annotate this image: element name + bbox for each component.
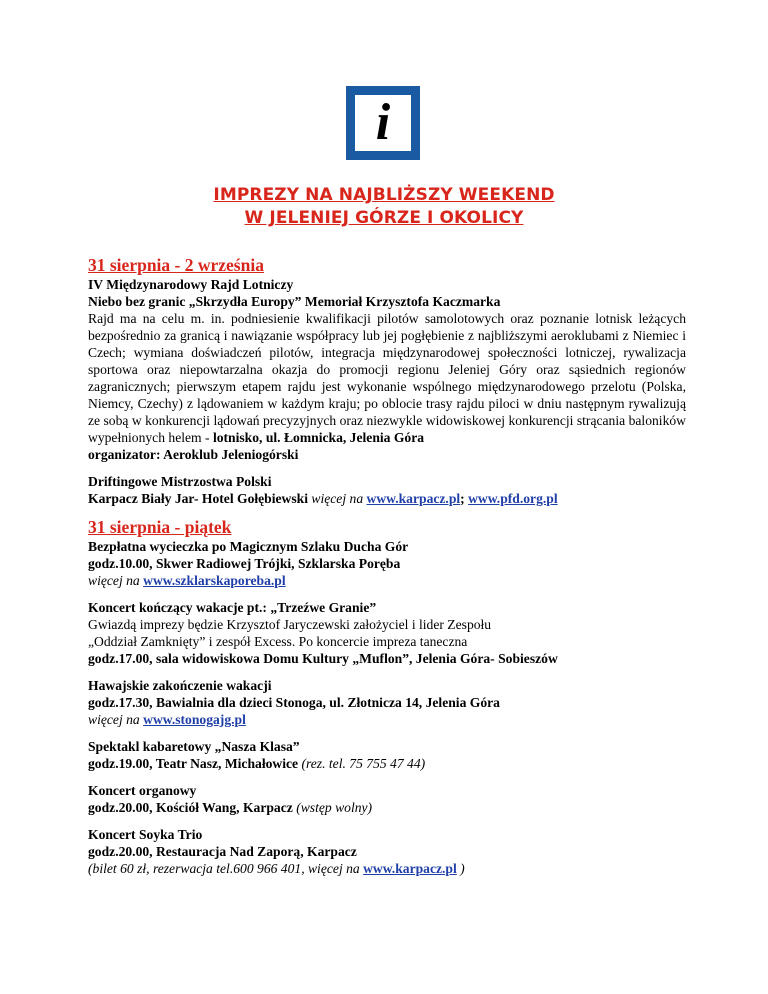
more-info-text: więcej na [88,712,144,727]
info-sign-inner [355,95,411,151]
event-subtitle: Niebo bez granic „Skrzydła Europy” Memoriał Krzysztofa Kaczmarka [88,294,501,309]
event-hawajskie [88,677,686,728]
event-description-2: „Oddział Zamknięty” i zespół Excess. Po koncercie impreza taneczna [88,634,468,649]
event-title: Koncert kończący wakacje pt.: „Trzeźwe Granie” [88,600,377,615]
event-title: Koncert organowy [88,783,197,798]
event-time-place: godz.19.00, Teatr Nasz, Michałowice [88,756,299,771]
info-sign-icon [346,86,420,160]
event-description-1: Gwiazdą imprezy będzie Krzysztof Jaryczewski założyciel i lider Zespołu [88,617,492,632]
event-title: IV Międzynarodowy Rajd Lotniczy [88,277,294,292]
link-szklarskaporeba[interactable]: www.szklarskaporeba.pl [143,573,286,588]
event-time-place: godz.10.00, Skwer Radiowej Trójki, Szklarska Poręba [88,556,401,571]
event-note: (rez. tel. 75 755 47 44) [298,756,426,771]
more-info-text: więcej na [88,573,144,588]
event-wycieczka [88,538,686,589]
event-rajd [88,276,686,463]
event-time-place: godz.17.30, Bawialnia dla dzieci Stonoga, ul. Złotnicza 14, Jelenia Góra [88,695,500,710]
event-more [88,711,686,728]
event-description [88,310,686,446]
event-time-place: godz.17.00, sala widowiskowa Domu Kultury „Muflon”, Jelenia Góra- Sobieszów [88,651,558,666]
event-title: Bezpłatna wycieczka po Magicznym Szlaku Ducha Gór [88,539,409,554]
event-soyka-trio [88,826,686,877]
event-title: Hawajskie zakończenie wakacji [88,678,272,693]
link-karpacz[interactable]: www.karpacz.pl [366,491,461,506]
event-title: Driftingowe Mistrzostwa Polski [88,474,272,489]
event-organizer: organizator: Aeroklub Jeleniogórski [88,447,299,462]
event-note-line [88,860,686,877]
info-letter: i [375,94,391,151]
event-more [88,572,686,589]
date-heading-2: 31 sierpnia - piątek [88,517,232,537]
description-text: Rajd ma na celu m. in. podniesienie kwalifikacji pilotów samolotowych oraz poznanie lotnisk leżących bezpośrednio za granicą i nawiązanie współpracy lub jej pogłębienie z najbliższymi aeroklubami z Niemiec i Czech; wymiana doświadczeń pilotów, integracja międzynarodowej społeczności lotniczej, rywalizacja sportowa oraz niepowtarzalna okazja do promocji regionu Jeleniej Góry oraz sąsiednich regionów zagranicznych; pierwszym etapem rajdu jest wykonanie wspólnego międzynarodowego przelotu (Polska, Niemcy, Czechy) z lądowaniem w każdym kraju; po oblocie trasy rajdu piloci w dniu następnym rywalizują ze sobą w konkurencji lądowań precyzyjnych oraz niezwykle widowiskowej konkurencji strącania baloników wypełnionych helem - [88,311,686,445]
more-info-text: więcej na [308,491,367,506]
link-stonogajg[interactable]: www.stonogajg.pl [143,712,246,727]
event-place: lotnisko, ul. Łomnicka, Jelenia Góra [212,430,425,445]
event-time-place-line [88,755,686,772]
event-time-place: godz.20.00, Restauracja Nad Zaporą, Karpacz [88,844,357,859]
event-time-place: godz.20.00, Kościół Wang, Karpacz [88,800,293,815]
note-close: ) [456,861,465,876]
event-koncert-organowy [88,782,686,816]
event-note: (wstęp wolny) [292,800,373,815]
link-karpacz-2[interactable]: www.karpacz.pl [363,861,457,876]
date-heading-1: 31 sierpnia - 2 września [88,255,264,275]
event-time-place-line [88,799,686,816]
link-pfd[interactable]: www.pfd.org.pl [468,491,558,506]
event-spektakl [88,738,686,772]
event-title: Koncert Soyka Trio [88,827,203,842]
event-note: (bilet 60 zł, rezerwacja tel.600 966 401, więcej na [88,861,364,876]
link-separator: ; [460,491,469,506]
event-title: Spektakl kabaretowy „Nasza Klasa” [88,739,300,754]
event-place: Karpacz Biały Jar- Hotel Gołębiewski [88,491,308,506]
event-details [88,490,686,507]
event-koncert-wakacje [88,599,686,667]
headline-line-1: IMPREZY NA NAJBLIŻSZY WEEKEND [213,185,555,205]
headline-line-2: W JELENIEJ GÓRZE I OKOLICY [244,208,524,228]
event-drifting [88,473,686,507]
events-content [88,255,686,887]
